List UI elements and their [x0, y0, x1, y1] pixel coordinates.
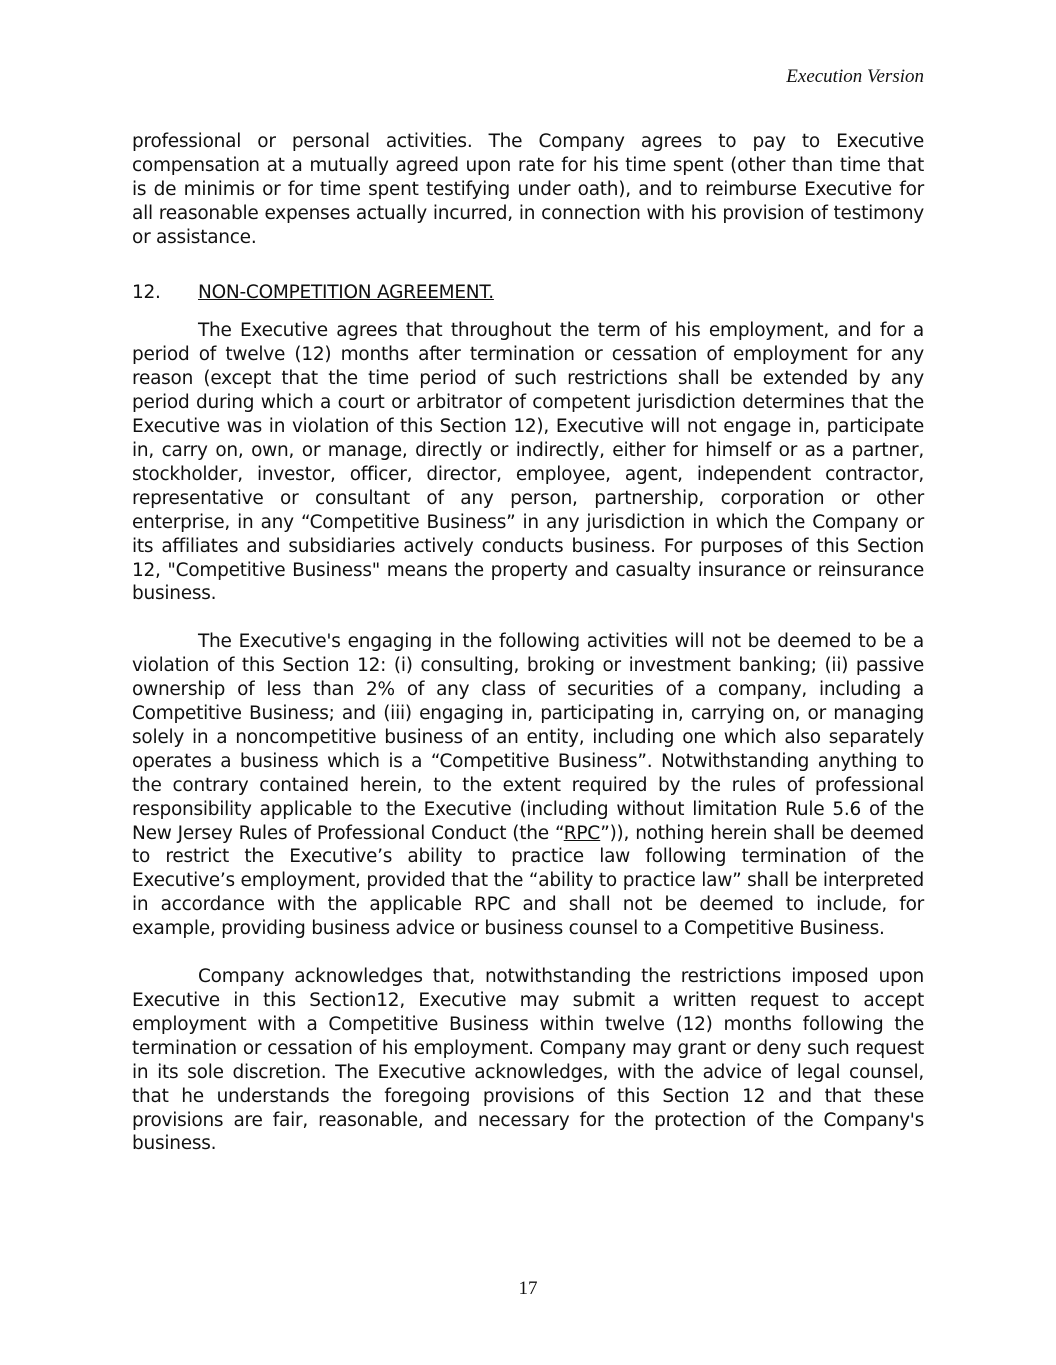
paragraph-non-compete-term: The Executive agrees that throughout the term of his employment, and for a period of twelve (12) months after termination or cessation of employment for any reason (except that the time period of such restrictions shall be extended by any period during which a court or arbitrator of competent jurisdiction determines that the Executive was in violation of this Section 12), Executive will not engage in, participate in, carry on, own, or manage, directly or indirectly, either for himself or as a partner, stockholder, investor, officer, director, employee, agent, independent contractor, representative or consultant of any person, partnership, corporation or other enterprise, in any “Competitive Business” in any jurisdiction in which the Company or its affiliates and subsidiaries actively conducts business. For purposes of this Section 12, "Competitive Business" means the property and casualty insurance or reinsurance business. — [132, 320, 924, 605]
page-number: 17 — [518, 1278, 538, 1299]
section-number: 12. — [132, 281, 161, 303]
paragraph-text: The Executive's engaging in the following activities will not be deemed to be a violation of this Section 12: (i) consulting, broking or investment banking; (ii) passive ownership of less than 2% of any class of securities of a company, including a Competitive Business; and (iii) engaging in, participating in, carrying on, or managing solely in a noncompetitive business of an entity, including one which also separately operates a business which is a “Competitive Business”. Notwithstanding anything to the contrary contained herein, to the extent required by the rules of professional responsibility applicable to the Executive (including without limitation Rule 5.6 of the New Jersey Rules of Professional Conduct (the “ — [132, 631, 924, 844]
paragraph-permitted-activities — [132, 630, 924, 941]
paragraph-acknowledgement: Company acknowledges that, notwithstanding the restrictions imposed upon Executive in this Section12, Executive may submit a written request to accept employment with a Competitive Business within twelve (12) months following the termination or cessation of his employment. Company may grant or deny such request in its sole discretion. The Executive acknowledges, with the advice of legal counsel, that he understands the foregoing provisions of this Section 12 and that these provisions are fair, reasonable, and necessary for the protection of the Company's business. — [132, 966, 924, 1155]
document-body — [132, 130, 924, 1180]
paragraph-text: ”)), nothing herein shall be deemed to restrict the Executive’s ability to practice law following termination of the Executive’s employment, provided that the “ability to practice law” shall be interpreted in accordance with the applicable RPC and shall not be deemed to include, for example, providing business advice or business counsel to a Competitive Business. — [132, 822, 925, 940]
section-heading — [132, 281, 924, 305]
section-title: NON-COMPETITION AGREEMENT. — [198, 281, 494, 303]
continuation-paragraph: professional or personal activities. The Company agrees to pay to Executive compensation at a mutually agreed upon rate for his time spent (other than time that is de minimis or for time spent testifying under oath), and to reimburse Executive for all reasonable expenses actually incurred, in connection with his provision of testimony or assistance. — [132, 131, 924, 248]
defined-term-rpc: RPC — [563, 822, 601, 844]
execution-version-label: Execution Version — [786, 66, 924, 87]
